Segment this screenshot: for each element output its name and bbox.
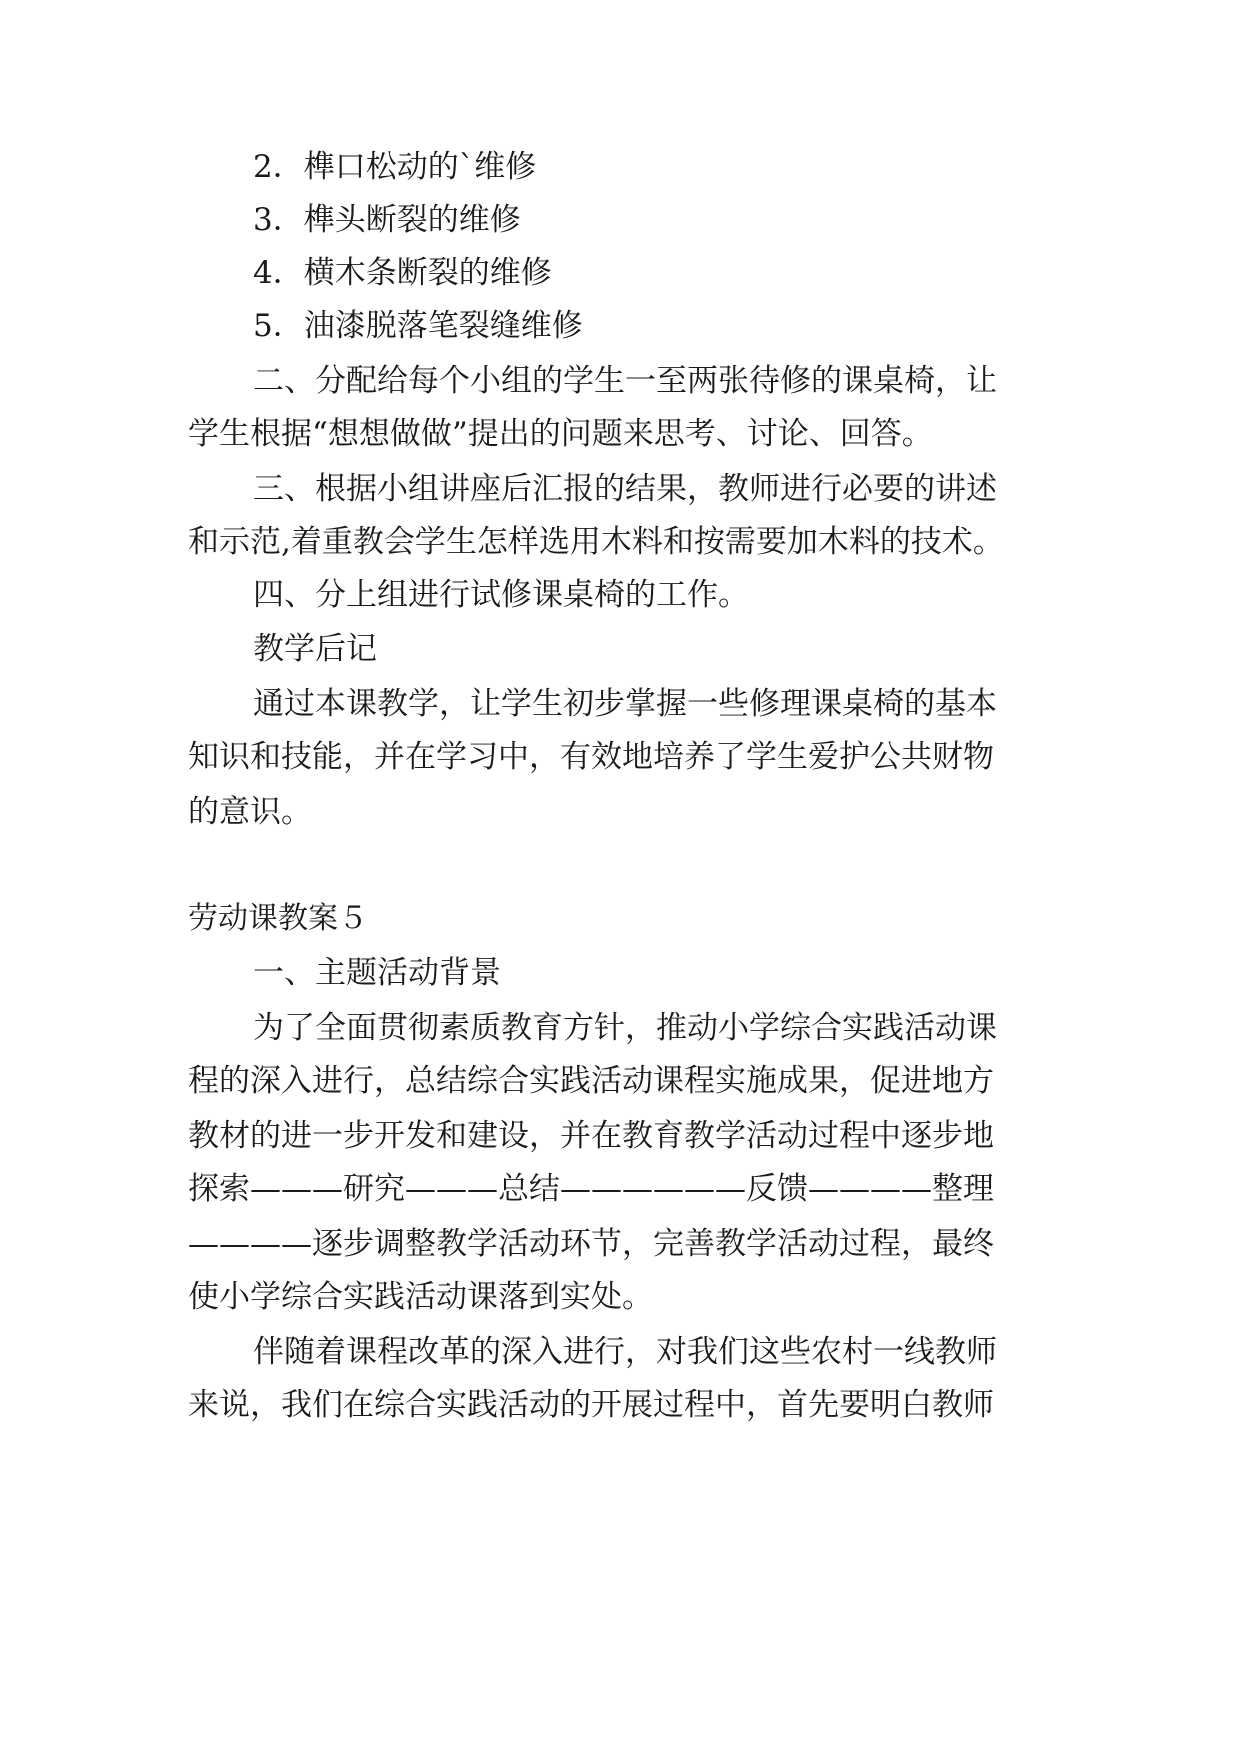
paragraph-line: 知识和技能，并在学习中，有效地培养了学生爱护公共财物: [188, 739, 994, 775]
paragraph-line: 教材的进一步开发和建设，并在教育教学活动过程中逐步地: [188, 1118, 994, 1154]
paragraph-line: 和示范,着重教会学生怎样选用木料和按需要加木料的技术。: [188, 524, 1004, 560]
paragraph-line: 程的深入进行，总结综合实践活动课程实施成果，促进地方: [188, 1063, 994, 1099]
afterword-heading: 教学后记: [253, 631, 377, 667]
paragraph-line: 探索———研究———总结——————反馈————整理: [188, 1171, 994, 1207]
paragraph-line: 的意识。: [188, 794, 312, 830]
list-item: 5．油漆脱落笔裂缝维修: [253, 308, 583, 344]
list-item: 3．榫头断裂的维修: [253, 202, 521, 238]
paragraph-line: 为了全面贯彻素质教育方针，推动小学综合实践活动课: [253, 1010, 997, 1046]
paragraph-line: 通过本课教学，让学生初步掌握一些修理课桌椅的基本: [253, 686, 997, 722]
paragraph-line: 来说，我们在综合实践活动的开展过程中，首先要明白教师: [188, 1387, 994, 1423]
paragraph-line: 二、分配给每个小组的学生一至两张待修的课桌椅，让: [253, 363, 997, 399]
list-item: 2．榫口松动的`维修: [253, 149, 537, 185]
paragraph-line: 使小学综合实践活动课落到实处。: [188, 1279, 653, 1315]
paragraph-line: 学生根据“想想做做”提出的问题来思考、讨论、回答。: [188, 416, 933, 452]
section-title: 劳动课教案５: [188, 901, 368, 936]
paragraph-line: 四、分上组进行试修课桌椅的工作。: [253, 577, 749, 613]
paragraph-line: ————逐步调整教学活动环节，完善教学活动过程，最终: [188, 1226, 994, 1262]
paragraph-line: 伴随着课程改革的深入进行，对我们这些农村一线教师: [253, 1334, 997, 1370]
paragraph-line: 三、根据小组讲座后汇报的结果，教师进行必要的讲述: [253, 471, 997, 507]
list-item: 4．横木条断裂的维修: [253, 255, 552, 291]
subheading: 一、主题活动背景: [253, 955, 501, 991]
